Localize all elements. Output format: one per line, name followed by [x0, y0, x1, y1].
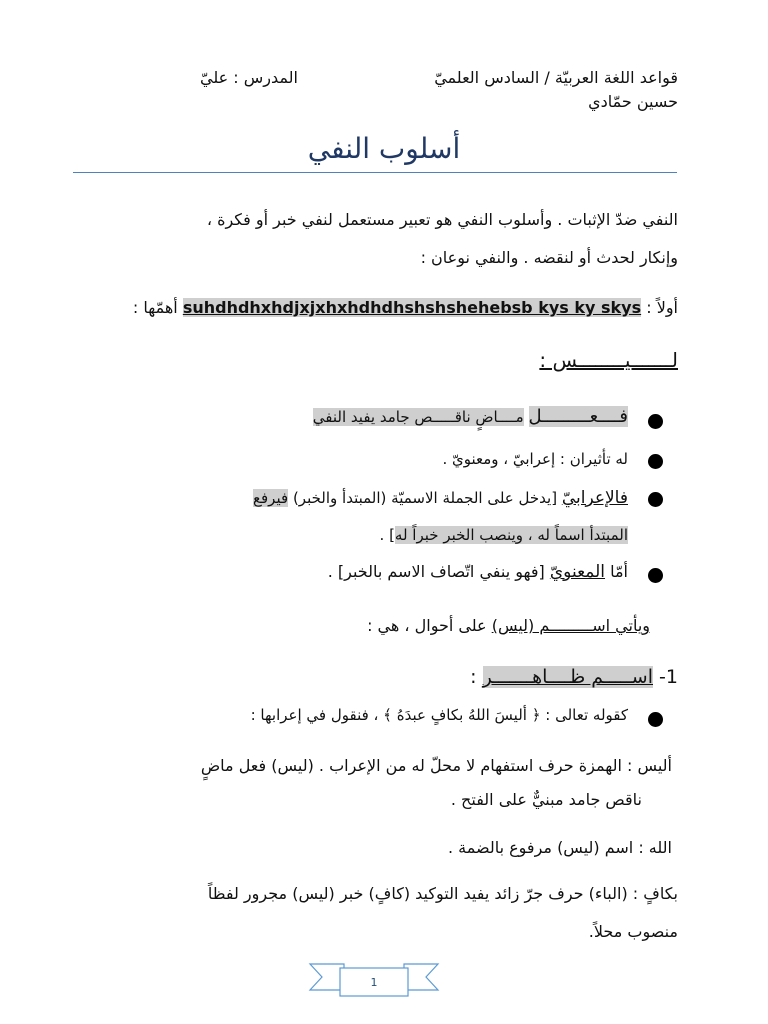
- noun-cases-rest: على أحوال ، هي :: [367, 616, 487, 635]
- parse-bikaf-line-2: منصوب محلاً.: [588, 922, 678, 941]
- bullet-3-tail: ] .: [379, 526, 395, 544]
- teacher-label: المدرس : عليّ: [200, 68, 298, 87]
- bullet-1-rest: مــــاضٍ ناقـــــص جامد يفيد النفي: [312, 408, 524, 426]
- title-underline: [73, 172, 677, 173]
- bullet-2: له تأثيران : إعرابيّ ، ومعنويّ .: [442, 450, 628, 468]
- parse-alaysa-line-2: ناقص جامد مبنيٌّ على الفتح .: [450, 790, 642, 809]
- intro-line-1: النفي ضدّ الإثبات . وأسلوب النفي هو تعبير مستعمل لنفي خبر أو فكرة ،: [206, 210, 678, 229]
- page-number: 1: [370, 976, 378, 989]
- first-label: أولاً :: [646, 298, 678, 317]
- parse-bikaf-line-1: بكافٍ : (الباء) حرف جرّ زائد يفيد التوكيد (كافٍ) خبر (ليس) مجرور لفظاً: [207, 884, 678, 903]
- bullet-1: [313, 406, 628, 427]
- highlighted-text: suhdhdhxhdjxjxhxhdhdhshshshehebsb kys ky skys: [182, 298, 642, 317]
- bullet-dot: [648, 492, 663, 507]
- bullet-3-line-2: [380, 526, 628, 544]
- section-1-number: 1-: [659, 666, 678, 688]
- bullet-4: [328, 562, 628, 582]
- section-1-colon: :: [470, 666, 477, 688]
- parse-allah: الله : اسم (ليس) مرفوع بالضمة .: [447, 838, 672, 857]
- bullet-dot: [648, 414, 663, 429]
- bullet-dot: [648, 454, 663, 469]
- laysa-heading: لـــــــيــــــــس :: [539, 348, 678, 372]
- bullet-1-word: فــــعـــــــــل: [528, 406, 628, 427]
- bullet-4-label: المعنويّ: [549, 562, 606, 582]
- quran-example: كقوله تعالى : ﴿ أليسَ اللهُ بكافٍ عبدَهُ ﴾ ، فنقول في إعرابها :: [250, 706, 628, 724]
- bullet-4-rest: [فهو ينفي اتّصاف الاسم بالخبر] .: [327, 562, 545, 581]
- section-1-heading: [470, 666, 678, 688]
- section-1-title: اســـــم ظــــاهـــــــر: [482, 666, 653, 688]
- bullet-dot: [648, 568, 663, 583]
- bullet-3-highlight-2: المبتدأ اسماً له ، وينصب الخبر خبراً له: [394, 526, 628, 544]
- first-type-line: [133, 298, 678, 317]
- bullet-4-prefix: أمّا: [610, 562, 628, 581]
- first-tail: أهمّها :: [132, 298, 178, 317]
- teacher-name: حسين حمّادي: [588, 92, 678, 111]
- bullet-3-label: فالإعرابيّ: [561, 488, 628, 508]
- noun-cases-word: ويأتي اســـــــــم (ليس): [491, 616, 650, 635]
- intro-line-2: وإنكار لحدث أو لنقضه . والنفي نوعان :: [420, 248, 678, 267]
- bullet-3-line-1: [253, 488, 628, 508]
- page-title: أسلوب النفي: [307, 132, 461, 165]
- bullet-3-text: [يدخل على الجملة الاسميّة (المبتدأ والخبر): [292, 489, 558, 507]
- bullet-dot: [648, 712, 663, 727]
- noun-cases-line: [367, 616, 650, 635]
- bullet-3-highlight: فيرفع: [253, 489, 289, 507]
- parse-alaysa-line-1: أليس : الهمزة حرف استفهام لا محلّ له من الإعراب . (ليس) فعل ماضٍ: [200, 756, 672, 775]
- course-title: قواعد اللغة العربيّة / السادس العلميّ: [434, 68, 678, 87]
